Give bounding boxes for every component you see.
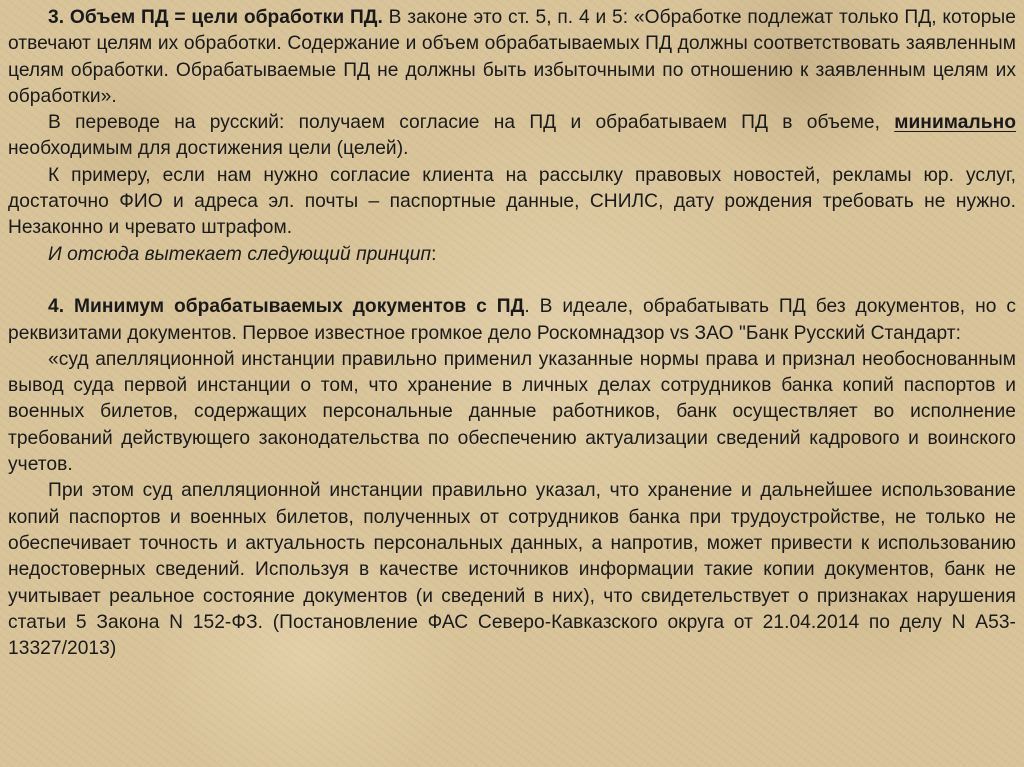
principle-4-heading: 4. Минимум обрабатываемых документов с ПД bbox=[48, 296, 525, 318]
transition-colon: : bbox=[431, 243, 437, 265]
principle-4-paragraph bbox=[8, 294, 1016, 347]
slide-text-body bbox=[8, 5, 1016, 662]
example-text: К примеру, если нам нужно согласие клиента на рассылку правовых новостей, рекламы юр. услуг, достаточно ФИО и адреса эл. почты – паспортные данные, СНИЛС, дату рождения требовать не нужно. Незаконно и чревато штрафом. bbox=[8, 164, 1016, 239]
translation-paragraph bbox=[8, 110, 1016, 163]
transition-paragraph bbox=[8, 242, 1016, 268]
principle-4-text: . В идеале, обрабатывать ПД без документов, но с реквизитами документов. Первое известное громкое дело Роскомнадзор vs ЗАО "Банк Русский Стандарт: bbox=[8, 296, 1016, 344]
transition-italic-text: И отсюда вытекает следующий принцип bbox=[48, 243, 432, 265]
court-quote-paragraph bbox=[8, 347, 1016, 478]
principle-3-paragraph bbox=[8, 5, 1016, 110]
principle-3-text: В законе это ст. 5, п. 4 и 5: «Обработке подлежат только ПД, которые отвечают целям их обработки. Содержание и объем обрабатываемых ПД должны соответствовать заявленным целям обработки. Обрабатываемые ПД не должны быть избыточными по отношению к заявленным целям их обработки». bbox=[8, 7, 1016, 107]
court-quote-text: «суд апелляционной инстанции правильно применил указанные нормы права и признал необоснованным вывод суда первой инстанции о том, что хранение в личных делах сотрудников банка копий паспортов и военных билетов, содержащих персональные данные работников, банк осуществляет во исполнение требований действующего законодательства по обеспечению актуализации сведений кадрового и воинского учетов. bbox=[8, 348, 1016, 476]
translation-text-after: необходимым для достижения цели (целей). bbox=[8, 138, 409, 160]
translation-text-before: В переводе на русский: получаем согласие на ПД и обрабатываем ПД в объеме, bbox=[48, 112, 895, 134]
principle-3-heading: 3. Объем ПД = цели обработки ПД. bbox=[48, 7, 383, 28]
minimal-emphasis: минимально bbox=[894, 112, 1016, 134]
court-conclusion-paragraph bbox=[8, 478, 1016, 662]
paragraph-spacer bbox=[8, 268, 1016, 294]
example-paragraph bbox=[8, 163, 1016, 242]
court-conclusion-text: При этом суд апелляционной инстанции правильно указал, что хранение и дальнейшее использование копий паспортов и военных билетов, полученных от сотрудников банка при трудоустройстве, не только не обеспечивает точность и актуальность персональных данных, а напротив, может привести к использованию недостоверных сведений. Используя в качестве источников информации такие копии документов, банк не учитывает реальное состояние документов (и сведений в них), что свидетельствует о признаках нарушения статьи 5 Закона N 152-ФЗ. (Постановление ФАС Северо-Кавказского округа от 21.04.2014 по делу N А53-13327/2013) bbox=[8, 480, 1016, 660]
